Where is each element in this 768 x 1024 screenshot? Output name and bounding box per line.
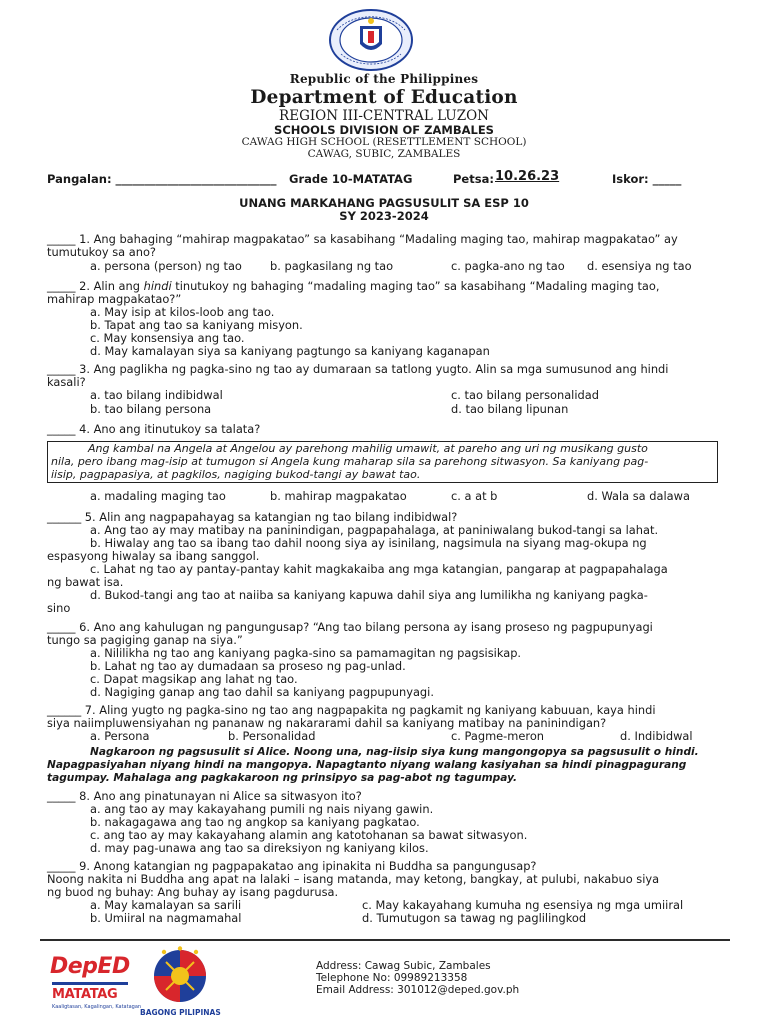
score-field[interactable]: Iskor: _____: [612, 172, 682, 186]
question-1-text-cont: tumutukoy sa ano?: [47, 245, 156, 259]
question-1-text: _____ 1. Ang bahaging “mahirap magpakatao” sa kasabihang “Madaling maging tao, mahirap magpakatao” ay: [47, 232, 678, 246]
question-4-passage-box: [47, 441, 718, 483]
question-5-option-c-cont: ng bawat isa.: [47, 575, 124, 589]
location-heading: CAWAG, SUBIC, ZAMBALES: [307, 148, 461, 160]
question-6-option-c[interactable]: c. Dapat magsikap ang lahat ng tao.: [90, 672, 298, 686]
exam-title: UNANG MARKAHANG PAGSUSULIT SA ESP 10: [239, 196, 529, 210]
footer-telephone: Telephone No: 09989213358: [316, 972, 468, 984]
question-3-option-a[interactable]: a. tao bilang indibidwal: [90, 388, 223, 402]
question-5-option-d[interactable]: d. Bukod-tangi ang tao at naiiba sa kaniyang kapuwa dahil siya ang lumilikha ng kaniyang pagka-: [90, 588, 648, 602]
question-2-option-a[interactable]: a. May isip at kilos-loob ang tao.: [90, 305, 275, 319]
question-5-option-b[interactable]: b. Hiwalay ang tao sa ibang tao dahil noong siya ay isinilang, nagsimula na siyang mag-okupa ng: [90, 536, 647, 550]
footer-divider: [40, 939, 730, 941]
question-3-option-d[interactable]: d. tao bilang lipunan: [451, 402, 569, 416]
question-5-option-b-cont: espasyong hiwalay sa ibang sanggol.: [47, 549, 260, 563]
question-1-option-b[interactable]: b. pagkasilang ng tao: [270, 259, 394, 273]
question-6-text-cont: tungo sa pagiging ganap na siya.”: [47, 633, 243, 647]
question-6-option-d[interactable]: d. Nagiging ganap ang tao dahil sa kaniyang pagpupunyagi.: [90, 685, 434, 699]
question-3-option-b[interactable]: b. tao bilang persona: [90, 402, 212, 416]
question-3-text-cont: kasali?: [47, 375, 86, 389]
question-8-option-c[interactable]: c. ang tao ay may kakayahang alamin ang katotohanan sa bawat sitwasyon.: [90, 828, 528, 842]
passage-line: nila, pero ibang mag-isip at tumugon si Angela kung maharap sila sa parehong sitwasyon. Sa kaniyang pag-: [51, 455, 649, 468]
question-8-text: _____ 8. Ano ang pinatunayan ni Alice sa sitwasyon ito?: [47, 789, 362, 803]
question-8-option-a[interactable]: a. ang tao ay may kakayahang pumili ng nais niyang gawin.: [90, 802, 434, 816]
matatag-tagline: Kaaligtasan, Kagalingan, Katatagan: [52, 1004, 142, 1010]
question-6-option-a[interactable]: a. Nililikha ng tao ang kaniyang pagka-sino sa pamamagitan ng pagsisikap.: [90, 646, 522, 660]
question-5-option-a[interactable]: a. Ang tao ay may matibay na paninindigan, pagpapahalaga, at paniniwalang bukod-tangi sa lahat.: [90, 523, 659, 537]
question-7-option-a[interactable]: a. Persona: [90, 729, 150, 743]
question-4-option-d[interactable]: d. Wala sa dalawa: [587, 489, 690, 503]
question-4-text: _____ 4. Ano ang itinutukoy sa talata?: [47, 422, 261, 436]
story-line: Nagkaroon ng pagsusulit si Alice. Noong una, nag-iisip siya kung mangongopya sa pagsusulit o hindi.: [90, 746, 699, 758]
question-2-option-b[interactable]: b. Tapat ang tao sa kaniyang misyon.: [90, 318, 303, 332]
question-4-option-c[interactable]: c. a at b: [451, 489, 498, 503]
department-heading: Department of Education: [250, 87, 518, 108]
bagong-pilipinas-emblem: [140, 946, 220, 1008]
question-1-option-a[interactable]: a. persona (person) ng tao: [90, 259, 242, 273]
deped-logo-text: DepED: [50, 954, 130, 979]
question-6-option-b[interactable]: b. Lahat ng tao ay dumadaan sa proseso ng pag-unlad.: [90, 659, 406, 673]
question-7-option-c[interactable]: c. Pagme-meron: [451, 729, 545, 743]
question-9-text-cont: Noong nakita ni Buddha ang apat na lalaki – isang matanda, may ketong, bangkay, at pulubi, nakabuo siya: [47, 872, 660, 886]
republic-heading: Republic of the Philippines: [289, 72, 479, 86]
question-4-option-b[interactable]: b. mahirap magpakatao: [270, 489, 407, 503]
name-field[interactable]: Pangalan: ____________________________: [47, 172, 277, 186]
question-9-text-cont: ng buod ng buhay: Ang buhay ay isang pagdurusa.: [47, 885, 339, 899]
passage-line: Ang kambal na Angela at Angelou ay parehong mahilig umawit, at pareho ang uri ng musikang gusto: [88, 442, 648, 455]
date-label: Petsa:: [453, 172, 494, 186]
matatag-logo-text: MATATAG: [52, 987, 118, 1002]
division-heading: SCHOOLS DIVISION OF ZAMBALES: [274, 123, 494, 137]
story-line: Napagpasiyahan niyang hindi na mangopya. Napagtanto niyang walang kasiyahan sa hindi pinagpagurang: [47, 759, 687, 771]
question-5-option-c[interactable]: c. Lahat ng tao ay pantay-pantay kahit magkakaiba ang mga katangian, pangarap at pagpapahalaga: [90, 562, 668, 576]
question-5-option-d-cont: sino: [47, 601, 71, 615]
bagong-pilipinas-logo: [140, 946, 220, 1018]
question-8-option-d[interactable]: d. may pag-unawa ang tao sa direksiyon ng kaniyang kilos.: [90, 841, 429, 855]
footer-email: Email Address: 301012@deped.gov.ph: [316, 984, 520, 996]
question-9-text: _____ 9. Anong katangian ng pagpapakatao ang ipinakita ni Buddha sa pangungusap?: [47, 859, 537, 873]
deped-underline: [52, 982, 128, 985]
question-3-text: _____ 3. Ang paglikha ng pagka-sino ng tao ay dumaraan sa tatlong yugto. Alin sa mga sumusunod ang hindi: [47, 362, 669, 376]
question-7-text: ______ 7. Aling yugto ng pagka-sino ng tao ang nagpapakita ng pagkamit ng kaniyang kabuuan, kaya hindi: [47, 703, 656, 717]
school-heading: CAWAG HIGH SCHOOL (RESETTLEMENT SCHOOL): [241, 136, 527, 148]
question-4-option-a[interactable]: a. madaling maging tao: [90, 489, 226, 503]
question-1-option-d[interactable]: d. esensiya ng tao: [587, 259, 692, 273]
deped-matatag-logo: [48, 954, 142, 1016]
emphasis-hindi: hindi: [143, 279, 172, 293]
question-7-text-cont: siya naiimpluwensiyahan ng pananaw ng nakararami dahil sa kaniyang matibay na paninindigan?: [47, 716, 607, 730]
question-9-option-c[interactable]: c. May kakayahang kumuha ng esensiya ng mga umiiral: [362, 898, 684, 912]
question-7-option-b[interactable]: b. Personalidad: [228, 729, 316, 743]
question-5-text: ______ 5. Alin ang nagpapahayag sa katangian ng tao bilang indibidwal?: [47, 510, 458, 524]
question-2-option-d[interactable]: d. May kamalayan siya sa kaniyang pagtungo sa kaniyang kaganapan: [90, 344, 490, 358]
question-2-option-c[interactable]: c. May konsensiya ang tao.: [90, 331, 245, 345]
footer-address: Address: Cawag Subic, Zambales: [316, 960, 491, 972]
grade-label: Grade 10-MATATAG: [289, 172, 413, 186]
question-2-text: _____ 2. Alin ang hindi tinutukoy ng bahaging “madaling maging tao” sa kasabihang “Madaling maging tao,: [47, 279, 660, 293]
question-9-option-d[interactable]: d. Tumutugon sa tawag ng paglilingkod: [362, 911, 587, 925]
date-value: 10.26.23: [495, 169, 560, 184]
question-2-text-cont: mahirap magpakatao?”: [47, 292, 182, 306]
deped-seal: [327, 8, 415, 72]
story-line: tagumpay. Mahalaga ang pagkakaroon ng prinsipyo sa pag-abot ng tagumpay.: [47, 772, 518, 784]
question-6-text: _____ 6. Ano ang kahulugan ng pangungusap? “Ang tao bilang persona ay isang proseso ng pagpupunyagi: [47, 620, 653, 634]
school-year: SY 2023-2024: [339, 209, 429, 223]
question-1-option-c[interactable]: c. pagka-ano ng tao: [451, 259, 565, 273]
bagong-pilipinas-text: BAGONG PILIPINAS: [140, 1008, 221, 1017]
question-8-option-b[interactable]: b. nakagagawa ang tao ng angkop sa kaniyang pagkatao.: [90, 815, 420, 829]
question-7-option-d[interactable]: d. Indibidwal: [620, 729, 693, 743]
region-heading: REGION III-CENTRAL LUZON: [279, 108, 489, 124]
question-3-option-c[interactable]: c. tao bilang personalidad: [451, 388, 599, 402]
question-9-option-a[interactable]: a. May kamalayan sa sarili: [90, 898, 242, 912]
passage-line: iisip, pagpapasiya, at pagkilos, nagiging bukod-tangi ay bawat tao.: [51, 468, 421, 481]
question-9-option-b[interactable]: b. Umiiral na nagmamahal: [90, 911, 242, 925]
